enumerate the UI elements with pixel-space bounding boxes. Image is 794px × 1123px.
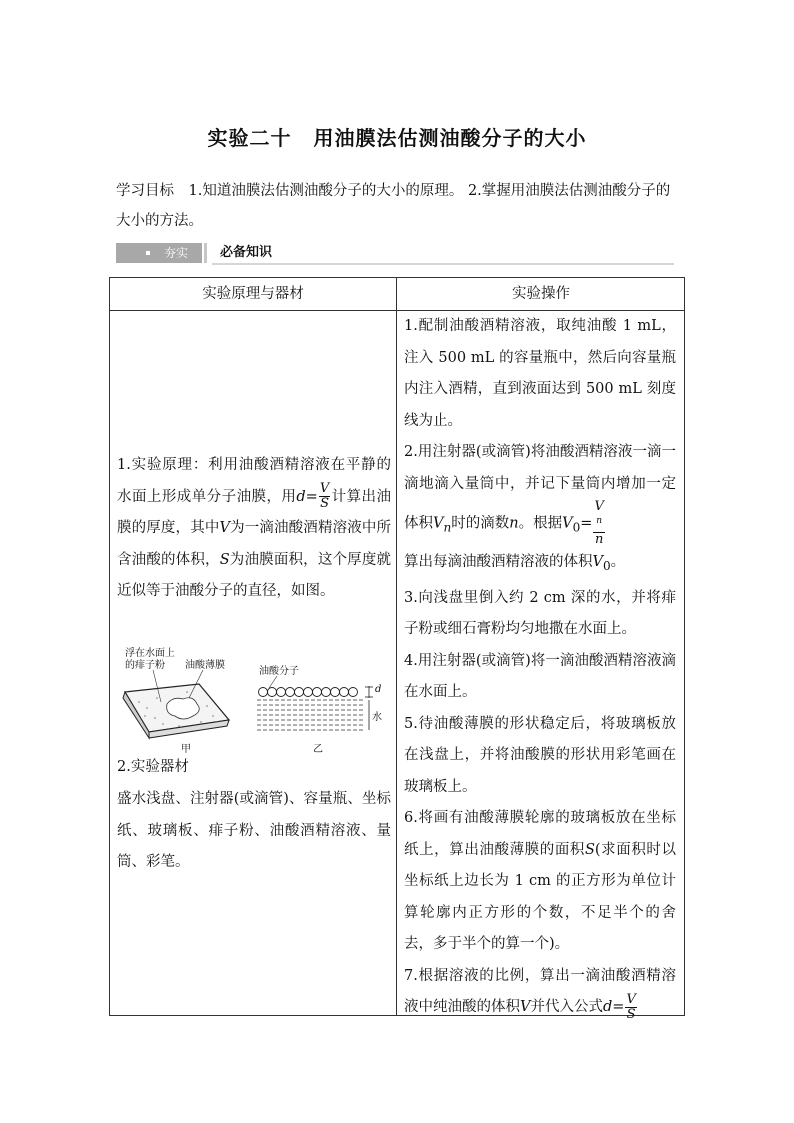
learning-goals: 学习目标 1.知道油膜法估测油酸分子的大小的原理。 2.掌握用油膜法估测油酸分子的大小的方法。 (116, 183, 671, 229)
step-7: 7.根据溶液的比例，算出一滴油酸酒精溶液中纯油酸的体积V并代入公式d= $\frac{V}{S}$ (404, 967, 676, 1022)
caption-jia: 甲 (181, 744, 191, 755)
bullet-icon (146, 251, 150, 255)
label-water: 水 (372, 712, 382, 723)
oil-film-figure (117, 646, 387, 756)
step-4: 4.用注射器(或滴管)将一滴油酸酒精溶液滴在水面上。 (404, 652, 676, 701)
header-principle: 实验原理与器材 (202, 286, 304, 302)
experiment-table (109, 277, 685, 1022)
label-d: d (375, 684, 382, 695)
step-5: 5.待油酸薄膜的形状稳定后，将玻璃板放在浅盘上，并将油酸膜的形状用彩笔画在玻璃板上。 (404, 715, 676, 795)
banner-tag (116, 243, 202, 263)
label-powder: 浮在水面上 (125, 648, 175, 659)
fraction-vn-over-n: V $^n$ n (594, 499, 604, 548)
equipment-title: 2.实验器材 (117, 759, 189, 775)
title-part1: 实验二十 (207, 126, 292, 150)
equipment-text: 盛水浅盘、注射器(或滴管)、容量瓶、坐标纸、玻璃板、痱子粉、油酸酒精溶液、量筒、彩笔。 (117, 791, 391, 870)
figure-yi (257, 664, 382, 755)
step-1: 1.配制油酸酒精溶液，取纯油酸 1 mL，注入 500 mL 的容量瓶中，然后向容量瓶内注入酒精，直到液面达到 500 mL 刻度线为止。 (404, 318, 676, 429)
page-title (0, 122, 794, 151)
section-banner (116, 243, 674, 265)
banner-separator (204, 243, 207, 263)
banner-rule (212, 263, 674, 265)
step-6: 6.将画有油酸薄膜轮廓的玻璃板放在坐标纸上，算出油酸薄膜的面积S(求面积时以坐标纸上边长为 1 cm 的正方形为单位计算轮廓内正方形的个数，不足半个的舍去，多于半个的算一个)。 (404, 810, 676, 953)
step-3: 3.向浅盘里倒入约 2 cm 深的水，并将痱子粉或细石膏粉均匀地撒在水面上。 (404, 589, 676, 638)
operation-steps (404, 311, 676, 1024)
table-divider (396, 278, 397, 1015)
principle-text: 1.实验原理：利用油酸酒精溶液在平静的水面上形成单分子油膜，用d= $\frac{V}{S}$ 计算出油膜的厚度，其中V为一滴油酸酒精溶液中所含油酸的体积，S为油膜面积，这个厚度就近似等于油酸分子的直径，如图。 (117, 457, 392, 599)
label-oil-film: 油酸薄膜 (185, 660, 225, 671)
label-powder-2: 的痱子粉 (125, 660, 165, 671)
fraction-v-over-s-2: $\frac{V}{S}$ (626, 991, 636, 1022)
banner-tag-text: 夯实 (164, 246, 189, 260)
title-part2: 用油膜法估测油酸分子的大小 (313, 126, 587, 150)
figure-jia (123, 646, 229, 755)
caption-yi: 乙 (313, 744, 323, 755)
header-operation: 实验操作 (512, 286, 570, 302)
step-2: 2.用注射器(或滴管)将油酸酒精溶液一滴一滴地滴入量筒中，并记下量筒内增加一定体积$V_n$时的滴数n。根据$V_0=$ V $^n$ n 算出每滴油酸酒精溶液的体积$V_0$。 (404, 444, 676, 574)
label-oil-molecule: 油酸分子 (259, 666, 299, 677)
fraction-v-over-s: $\frac{V}{S}$ (319, 481, 330, 511)
banner-label: 必备知识 (220, 245, 273, 260)
